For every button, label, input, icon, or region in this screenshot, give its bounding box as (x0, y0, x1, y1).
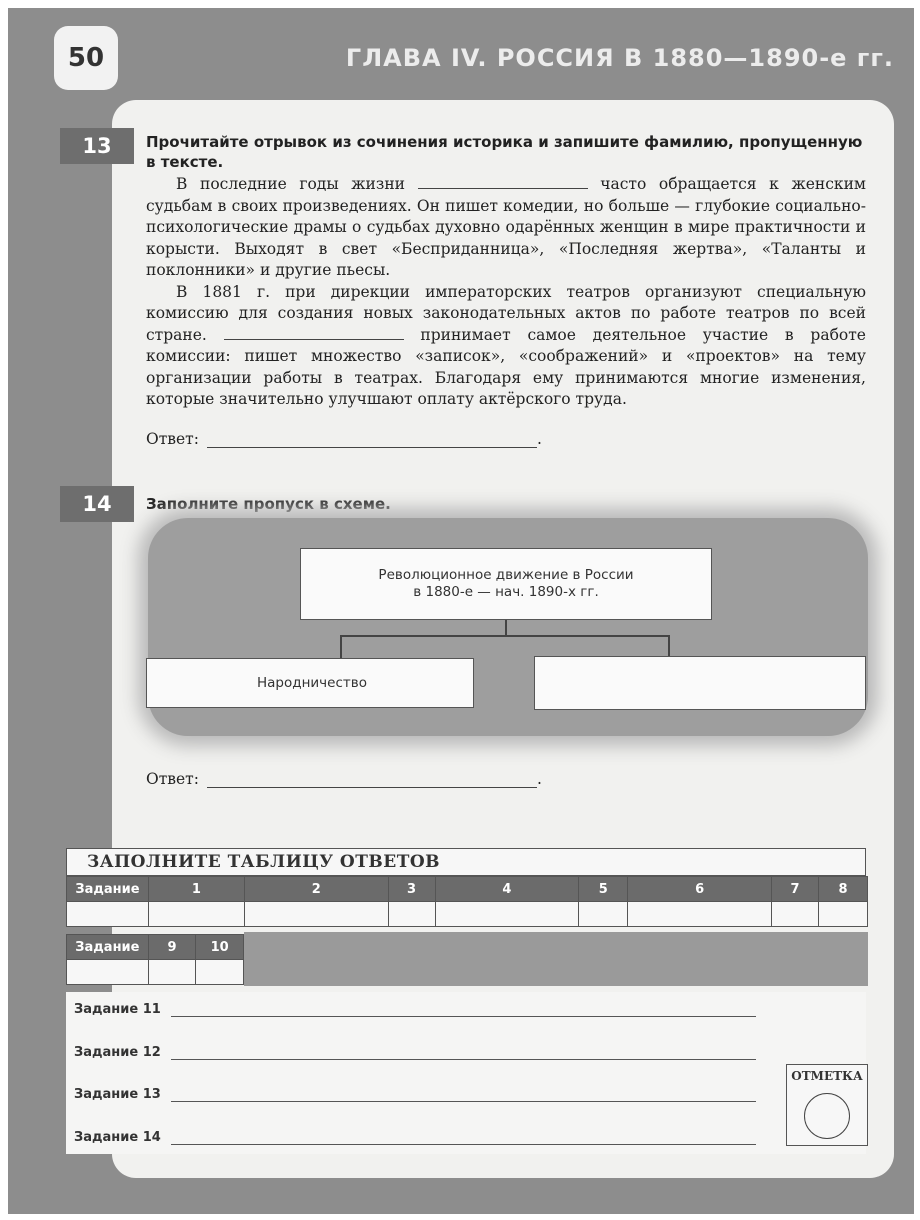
written-answer-13-field[interactable] (171, 1087, 756, 1102)
task-13-answer-field[interactable] (207, 431, 537, 448)
scheme-connector (668, 635, 670, 657)
task-13-passage (146, 174, 866, 411)
missing-name-blank-2[interactable] (224, 325, 404, 340)
answer-cell-10[interactable] (196, 960, 244, 985)
col-header: 1 (148, 877, 244, 902)
col-header: 4 (435, 877, 579, 902)
answers-table-1-8 (66, 876, 868, 927)
written-answer-14-field[interactable] (171, 1130, 756, 1145)
task-13-answer (146, 430, 542, 448)
written-answer-11-field[interactable] (171, 1002, 756, 1017)
answers-table-title: ЗАПОЛНИТЕ ТАБЛИЦУ ОТВЕТОВ (66, 848, 866, 876)
col-header: 5 (579, 877, 628, 902)
passage-text: В 1881 г. при дирекции императорских театров организуют специальную комиссию для создания новых законодательных актов по работе театров по всей стране. (146, 282, 866, 344)
grey-strip (244, 932, 868, 986)
scheme-connector (340, 635, 670, 637)
col-header: 3 (388, 877, 435, 902)
answer-cell-label (67, 960, 149, 985)
col-header: 10 (196, 935, 244, 960)
answer-period: . (536, 770, 542, 788)
col-header: 9 (148, 935, 196, 960)
col-header: 6 (628, 877, 772, 902)
task-13-title: Прочитайте отрывок из сочинения историка и запишите фамилию, пропущенную в тексте. (146, 133, 863, 171)
grade-circle[interactable] (804, 1093, 850, 1139)
scheme-top-box-line2: в 1880-е — нач. 1890-х гг. (413, 584, 599, 600)
chapter-title: ГЛАВА IV. РОССИЯ В 1880—1890-е гг. (345, 44, 894, 72)
answer-period: . (536, 430, 542, 448)
missing-name-blank-1[interactable] (418, 174, 588, 189)
scheme-connector (340, 635, 342, 659)
scheme-connector (505, 620, 507, 636)
passage-text: принимает самое деятельное участие в работе комиссии: пишет множество «записок», «соображений» и «проектов» на тему организации работы в театрах. Благодаря ему принимаются многие изменения, которые значительно улучшают оплату актёрского труда. (146, 325, 866, 408)
grade-mark-box (786, 1064, 868, 1146)
task-14-answer-field[interactable] (207, 771, 537, 788)
written-answer-12-field[interactable] (171, 1045, 756, 1060)
scheme-right-box-blank[interactable] (534, 656, 866, 710)
answer-label: Ответ: (146, 430, 199, 448)
written-task-row (74, 1045, 756, 1060)
answer-cell-2[interactable] (244, 902, 388, 927)
passage-paragraph-1 (146, 174, 866, 282)
written-task-label: Задание 12 (74, 1045, 161, 1060)
answers-table-9-10 (66, 934, 244, 985)
answer-cell-label (67, 902, 149, 927)
scheme-left-box: Народничество (146, 658, 474, 708)
answer-cell-7[interactable] (772, 902, 819, 927)
written-task-row (74, 1130, 756, 1145)
answer-label: Ответ: (146, 770, 199, 788)
passage-text: В последние годы жизни (176, 175, 405, 193)
answer-cell-5[interactable] (579, 902, 628, 927)
answer-cell-9[interactable] (148, 960, 196, 985)
answer-cell-6[interactable] (628, 902, 772, 927)
written-task-label: Задание 14 (74, 1130, 161, 1145)
task-13-badge: 13 (60, 128, 134, 164)
col-header: 7 (772, 877, 819, 902)
answer-cell-3[interactable] (388, 902, 435, 927)
answer-cell-4[interactable] (435, 902, 579, 927)
task-14-answer (146, 770, 542, 788)
task-14-title: Заполните пропуск в схеме. (146, 495, 391, 513)
answer-cell-1[interactable] (148, 902, 244, 927)
page-number: 50 (54, 26, 118, 90)
written-task-label: Задание 11 (74, 1002, 161, 1017)
answer-cell-8[interactable] (818, 902, 867, 927)
scheme-top-box-line1: Революционное движение в России (378, 567, 634, 583)
passage-paragraph-2 (146, 282, 866, 411)
written-task-row (74, 1087, 756, 1102)
col-header: 2 (244, 877, 388, 902)
scheme-top-box (300, 548, 712, 620)
row-label: Задание (67, 877, 149, 902)
grade-mark-label: ОТМЕТКА (791, 1069, 863, 1083)
written-task-label: Задание 13 (74, 1087, 161, 1102)
written-task-row (74, 1002, 756, 1017)
row-label: Задание (67, 935, 149, 960)
col-header: 8 (818, 877, 867, 902)
passage-text: часто обращается к женским судьбам в своих произведениях. Он пишет комедии, но больше — глубокие социально-психологические драмы о судьбах духовно одарённых женщин в мире практичности и корысти. Выходят в свет «Бесприданница», «Последняя жертва», «Таланты и поклонники» и другие пьесы. (146, 175, 866, 279)
task-14-badge: 14 (60, 486, 134, 522)
